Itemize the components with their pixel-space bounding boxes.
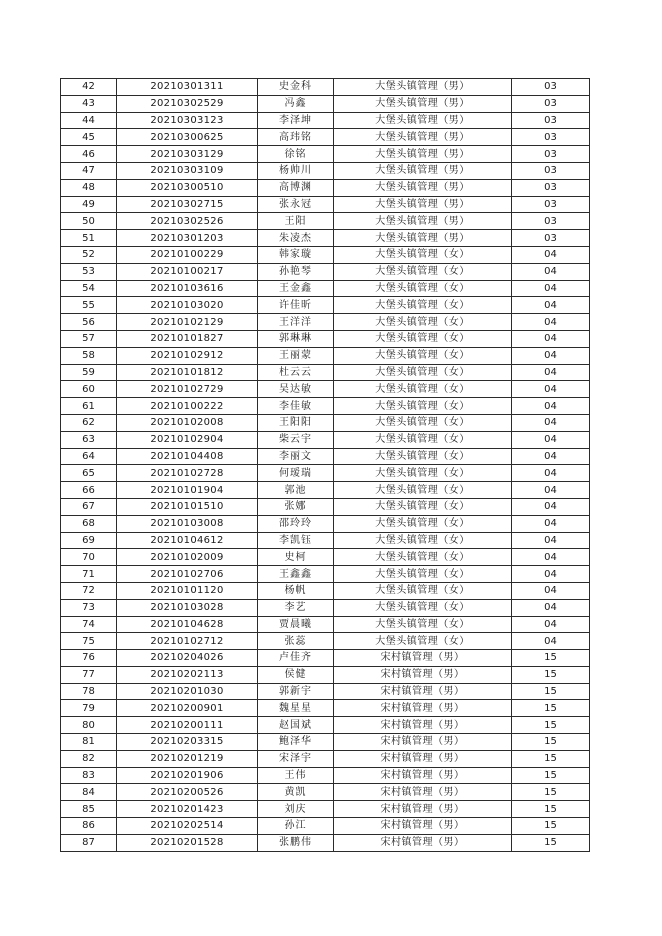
position-cell: 大堡头镇管理（女） xyxy=(334,633,512,650)
row-number-cell: 74 xyxy=(61,616,117,633)
exam-id-cell: 20210103008 xyxy=(117,515,258,532)
position-code-cell: 04 xyxy=(512,482,590,499)
name-cell: 李丽文 xyxy=(258,448,334,465)
exam-id-cell: 20210102904 xyxy=(117,431,258,448)
row-number-cell: 51 xyxy=(61,230,117,247)
exam-id-cell: 20210201423 xyxy=(117,801,258,818)
exam-id-cell: 20210200526 xyxy=(117,784,258,801)
position-code-cell: 15 xyxy=(512,801,590,818)
table-row xyxy=(61,297,590,314)
table-row xyxy=(61,431,590,448)
position-cell: 大堡头镇管理（女） xyxy=(334,582,512,599)
position-code-cell: 03 xyxy=(512,162,590,179)
position-code-cell: 15 xyxy=(512,734,590,751)
name-cell: 孙江 xyxy=(258,818,334,835)
exam-id-cell: 20210101904 xyxy=(117,482,258,499)
table-row xyxy=(61,532,590,549)
position-cell: 大堡头镇管理（男） xyxy=(334,129,512,146)
position-cell: 宋村镇管理（男） xyxy=(334,784,512,801)
exam-id-cell: 20210201906 xyxy=(117,767,258,784)
name-cell: 卢佳齐 xyxy=(258,650,334,667)
table-row xyxy=(61,801,590,818)
table-row xyxy=(61,566,590,583)
position-cell: 大堡头镇管理（男） xyxy=(334,79,512,96)
table-row xyxy=(61,599,590,616)
position-cell: 大堡头镇管理（男） xyxy=(334,230,512,247)
name-cell: 柴云宇 xyxy=(258,431,334,448)
position-code-cell: 04 xyxy=(512,330,590,347)
table-row xyxy=(61,112,590,129)
exam-id-cell: 20210104408 xyxy=(117,448,258,465)
row-number-cell: 64 xyxy=(61,448,117,465)
table-row xyxy=(61,280,590,297)
position-code-cell: 04 xyxy=(512,314,590,331)
table-row xyxy=(61,196,590,213)
name-cell: 张永冠 xyxy=(258,196,334,213)
position-code-cell: 15 xyxy=(512,784,590,801)
row-number-cell: 63 xyxy=(61,431,117,448)
table-row xyxy=(61,213,590,230)
exam-id-cell: 20210303109 xyxy=(117,162,258,179)
position-cell: 宋村镇管理（男） xyxy=(334,801,512,818)
row-number-cell: 82 xyxy=(61,750,117,767)
table-row xyxy=(61,767,590,784)
position-code-cell: 04 xyxy=(512,582,590,599)
position-code-cell: 04 xyxy=(512,246,590,263)
exam-id-cell: 20210203315 xyxy=(117,734,258,751)
position-cell: 宋村镇管理（男） xyxy=(334,750,512,767)
position-cell: 大堡头镇管理（女） xyxy=(334,364,512,381)
table-row xyxy=(61,364,590,381)
position-cell: 大堡头镇管理（女） xyxy=(334,263,512,280)
row-number-cell: 70 xyxy=(61,549,117,566)
position-code-cell: 04 xyxy=(512,263,590,280)
table-row xyxy=(61,179,590,196)
position-cell: 大堡头镇管理（女） xyxy=(334,414,512,431)
exam-id-cell: 20210102008 xyxy=(117,414,258,431)
exam-id-cell: 20210103616 xyxy=(117,280,258,297)
row-number-cell: 77 xyxy=(61,666,117,683)
row-number-cell: 52 xyxy=(61,246,117,263)
position-cell: 宋村镇管理（男） xyxy=(334,717,512,734)
position-code-cell: 15 xyxy=(512,683,590,700)
position-code-cell: 04 xyxy=(512,633,590,650)
exam-id-cell: 20210102728 xyxy=(117,465,258,482)
position-cell: 大堡头镇管理（女） xyxy=(334,532,512,549)
table-row xyxy=(61,650,590,667)
position-cell: 大堡头镇管理（女） xyxy=(334,314,512,331)
exam-id-cell: 20210101120 xyxy=(117,582,258,599)
row-number-cell: 76 xyxy=(61,650,117,667)
exam-id-cell: 20210200111 xyxy=(117,717,258,734)
name-cell: 杜云云 xyxy=(258,364,334,381)
row-number-cell: 80 xyxy=(61,717,117,734)
position-cell: 大堡头镇管理（男） xyxy=(334,162,512,179)
position-cell: 宋村镇管理（男） xyxy=(334,666,512,683)
exam-id-cell: 20210303123 xyxy=(117,112,258,129)
position-code-cell: 15 xyxy=(512,750,590,767)
name-cell: 何瑷瑞 xyxy=(258,465,334,482)
row-number-cell: 60 xyxy=(61,381,117,398)
position-code-cell: 03 xyxy=(512,230,590,247)
table-row xyxy=(61,498,590,515)
row-number-cell: 59 xyxy=(61,364,117,381)
name-cell: 韩家璇 xyxy=(258,246,334,263)
table-row xyxy=(61,230,590,247)
name-cell: 王伟 xyxy=(258,767,334,784)
exam-id-cell: 20210302526 xyxy=(117,213,258,230)
row-number-cell: 50 xyxy=(61,213,117,230)
name-cell: 杨帅川 xyxy=(258,162,334,179)
name-cell: 郭新宇 xyxy=(258,683,334,700)
position-code-cell: 04 xyxy=(512,616,590,633)
table-row xyxy=(61,79,590,96)
table-row xyxy=(61,347,590,364)
row-number-cell: 57 xyxy=(61,330,117,347)
position-cell: 宋村镇管理（男） xyxy=(334,700,512,717)
name-cell: 宋泽宇 xyxy=(258,750,334,767)
row-number-cell: 79 xyxy=(61,700,117,717)
row-number-cell: 53 xyxy=(61,263,117,280)
position-code-cell: 04 xyxy=(512,414,590,431)
row-number-cell: 81 xyxy=(61,734,117,751)
row-number-cell: 84 xyxy=(61,784,117,801)
row-number-cell: 45 xyxy=(61,129,117,146)
table-row xyxy=(61,314,590,331)
row-number-cell: 69 xyxy=(61,532,117,549)
row-number-cell: 58 xyxy=(61,347,117,364)
name-cell: 鲍泽华 xyxy=(258,734,334,751)
name-cell: 黄凯 xyxy=(258,784,334,801)
exam-id-cell: 20210100229 xyxy=(117,246,258,263)
name-cell: 魏星星 xyxy=(258,700,334,717)
position-cell: 大堡头镇管理（女） xyxy=(334,381,512,398)
row-number-cell: 54 xyxy=(61,280,117,297)
row-number-cell: 86 xyxy=(61,818,117,835)
position-cell: 大堡头镇管理（女） xyxy=(334,246,512,263)
position-code-cell: 04 xyxy=(512,347,590,364)
row-number-cell: 71 xyxy=(61,566,117,583)
row-number-cell: 48 xyxy=(61,179,117,196)
row-number-cell: 83 xyxy=(61,767,117,784)
table-row xyxy=(61,784,590,801)
name-cell: 王阳 xyxy=(258,213,334,230)
name-cell: 刘庆 xyxy=(258,801,334,818)
position-cell: 宋村镇管理（男） xyxy=(334,818,512,835)
position-code-cell: 04 xyxy=(512,448,590,465)
table-row xyxy=(61,818,590,835)
table-row xyxy=(61,549,590,566)
position-code-cell: 04 xyxy=(512,381,590,398)
table-row xyxy=(61,129,590,146)
exam-id-cell: 20210102129 xyxy=(117,314,258,331)
row-number-cell: 68 xyxy=(61,515,117,532)
exam-id-cell: 20210102009 xyxy=(117,549,258,566)
name-cell: 许佳昕 xyxy=(258,297,334,314)
row-number-cell: 55 xyxy=(61,297,117,314)
position-cell: 大堡头镇管理（女） xyxy=(334,398,512,415)
position-cell: 大堡头镇管理（男） xyxy=(334,112,512,129)
row-number-cell: 67 xyxy=(61,498,117,515)
position-code-cell: 04 xyxy=(512,297,590,314)
table-row xyxy=(61,666,590,683)
table-row xyxy=(61,700,590,717)
name-cell: 郭琳琳 xyxy=(258,330,334,347)
name-cell: 高博渊 xyxy=(258,179,334,196)
position-code-cell: 03 xyxy=(512,179,590,196)
exam-id-cell: 20210104628 xyxy=(117,616,258,633)
name-cell: 吴达敏 xyxy=(258,381,334,398)
position-cell: 大堡头镇管理（男） xyxy=(334,146,512,163)
exam-id-cell: 20210102706 xyxy=(117,566,258,583)
position-cell: 大堡头镇管理（女） xyxy=(334,566,512,583)
name-cell: 邵玲玲 xyxy=(258,515,334,532)
exam-id-cell: 20210300625 xyxy=(117,129,258,146)
exam-id-cell: 20210302715 xyxy=(117,196,258,213)
row-number-cell: 43 xyxy=(61,95,117,112)
candidate-table xyxy=(60,78,590,852)
table-row xyxy=(61,398,590,415)
position-cell: 宋村镇管理（男） xyxy=(334,650,512,667)
table-row xyxy=(61,717,590,734)
exam-id-cell: 20210201219 xyxy=(117,750,258,767)
name-cell: 王鑫鑫 xyxy=(258,566,334,583)
exam-id-cell: 20210102712 xyxy=(117,633,258,650)
position-code-cell: 04 xyxy=(512,431,590,448)
row-number-cell: 47 xyxy=(61,162,117,179)
table-row xyxy=(61,515,590,532)
exam-id-cell: 20210103020 xyxy=(117,297,258,314)
row-number-cell: 66 xyxy=(61,482,117,499)
exam-id-cell: 20210200901 xyxy=(117,700,258,717)
exam-id-cell: 20210101510 xyxy=(117,498,258,515)
exam-id-cell: 20210102729 xyxy=(117,381,258,398)
name-cell: 冯鑫 xyxy=(258,95,334,112)
exam-id-cell: 20210302529 xyxy=(117,95,258,112)
table-row xyxy=(61,482,590,499)
exam-id-cell: 20210204026 xyxy=(117,650,258,667)
name-cell: 王丽蒙 xyxy=(258,347,334,364)
name-cell: 王阳阳 xyxy=(258,414,334,431)
exam-id-cell: 20210301203 xyxy=(117,230,258,247)
position-cell: 大堡头镇管理（女） xyxy=(334,297,512,314)
row-number-cell: 49 xyxy=(61,196,117,213)
name-cell: 史柯 xyxy=(258,549,334,566)
name-cell: 郭池 xyxy=(258,482,334,499)
name-cell: 朱凌杰 xyxy=(258,230,334,247)
position-code-cell: 04 xyxy=(512,280,590,297)
table-row xyxy=(61,834,590,851)
position-code-cell: 15 xyxy=(512,834,590,851)
position-code-cell: 04 xyxy=(512,549,590,566)
exam-id-cell: 20210202113 xyxy=(117,666,258,683)
position-cell: 大堡头镇管理（女） xyxy=(334,549,512,566)
row-number-cell: 87 xyxy=(61,834,117,851)
name-cell: 孙艳琴 xyxy=(258,263,334,280)
name-cell: 贾晨曦 xyxy=(258,616,334,633)
position-cell: 大堡头镇管理（女） xyxy=(334,448,512,465)
exam-id-cell: 20210102912 xyxy=(117,347,258,364)
row-number-cell: 62 xyxy=(61,414,117,431)
row-number-cell: 61 xyxy=(61,398,117,415)
position-code-cell: 03 xyxy=(512,112,590,129)
row-number-cell: 65 xyxy=(61,465,117,482)
exam-id-cell: 20210101812 xyxy=(117,364,258,381)
name-cell: 李泽坤 xyxy=(258,112,334,129)
name-cell: 李凯钰 xyxy=(258,532,334,549)
position-cell: 宋村镇管理（男） xyxy=(334,767,512,784)
position-code-cell: 15 xyxy=(512,650,590,667)
table-row xyxy=(61,263,590,280)
exam-id-cell: 20210300510 xyxy=(117,179,258,196)
position-code-cell: 03 xyxy=(512,79,590,96)
row-number-cell: 44 xyxy=(61,112,117,129)
exam-id-cell: 20210301311 xyxy=(117,79,258,96)
position-cell: 宋村镇管理（男） xyxy=(334,683,512,700)
position-cell: 宋村镇管理（男） xyxy=(334,734,512,751)
position-cell: 大堡头镇管理（女） xyxy=(334,280,512,297)
table-row xyxy=(61,95,590,112)
table-row xyxy=(61,633,590,650)
position-cell: 大堡头镇管理（女） xyxy=(334,330,512,347)
table-row xyxy=(61,162,590,179)
position-cell: 大堡头镇管理（女） xyxy=(334,465,512,482)
exam-id-cell: 20210101827 xyxy=(117,330,258,347)
name-cell: 张娜 xyxy=(258,498,334,515)
position-code-cell: 15 xyxy=(512,818,590,835)
position-code-cell: 15 xyxy=(512,666,590,683)
row-number-cell: 78 xyxy=(61,683,117,700)
position-cell: 宋村镇管理（男） xyxy=(334,834,512,851)
position-cell: 大堡头镇管理（女） xyxy=(334,599,512,616)
name-cell: 张蕊 xyxy=(258,633,334,650)
table-body xyxy=(61,79,590,852)
position-cell: 大堡头镇管理（男） xyxy=(334,179,512,196)
exam-id-cell: 20210303129 xyxy=(117,146,258,163)
position-cell: 大堡头镇管理（女） xyxy=(334,482,512,499)
name-cell: 杨帆 xyxy=(258,582,334,599)
position-code-cell: 03 xyxy=(512,213,590,230)
table-row xyxy=(61,616,590,633)
name-cell: 张鹏伟 xyxy=(258,834,334,851)
table-row xyxy=(61,330,590,347)
table-row xyxy=(61,734,590,751)
position-cell: 大堡头镇管理（女） xyxy=(334,616,512,633)
row-number-cell: 56 xyxy=(61,314,117,331)
table-row xyxy=(61,683,590,700)
table-row xyxy=(61,465,590,482)
table-row xyxy=(61,246,590,263)
row-number-cell: 72 xyxy=(61,582,117,599)
exam-id-cell: 20210100217 xyxy=(117,263,258,280)
position-cell: 大堡头镇管理（女） xyxy=(334,515,512,532)
position-code-cell: 15 xyxy=(512,700,590,717)
table-row xyxy=(61,582,590,599)
table-row xyxy=(61,381,590,398)
position-code-cell: 04 xyxy=(512,566,590,583)
row-number-cell: 85 xyxy=(61,801,117,818)
exam-id-cell: 20210202514 xyxy=(117,818,258,835)
table-row xyxy=(61,146,590,163)
table-row xyxy=(61,750,590,767)
position-cell: 大堡头镇管理（女） xyxy=(334,498,512,515)
name-cell: 史金科 xyxy=(258,79,334,96)
position-code-cell: 04 xyxy=(512,398,590,415)
position-cell: 大堡头镇管理（男） xyxy=(334,213,512,230)
name-cell: 高玮铭 xyxy=(258,129,334,146)
name-cell: 侯健 xyxy=(258,666,334,683)
row-number-cell: 46 xyxy=(61,146,117,163)
position-cell: 大堡头镇管理（女） xyxy=(334,347,512,364)
name-cell: 徐铭 xyxy=(258,146,334,163)
name-cell: 王洋洋 xyxy=(258,314,334,331)
row-number-cell: 73 xyxy=(61,599,117,616)
exam-id-cell: 20210100222 xyxy=(117,398,258,415)
position-cell: 大堡头镇管理（男） xyxy=(334,196,512,213)
table-row xyxy=(61,448,590,465)
position-code-cell: 03 xyxy=(512,146,590,163)
position-code-cell: 04 xyxy=(512,515,590,532)
position-code-cell: 03 xyxy=(512,95,590,112)
position-cell: 大堡头镇管理（女） xyxy=(334,431,512,448)
exam-id-cell: 20210103028 xyxy=(117,599,258,616)
name-cell: 李艺 xyxy=(258,599,334,616)
position-cell: 大堡头镇管理（男） xyxy=(334,95,512,112)
name-cell: 李佳敏 xyxy=(258,398,334,415)
name-cell: 王金鑫 xyxy=(258,280,334,297)
name-cell: 赵国斌 xyxy=(258,717,334,734)
position-code-cell: 03 xyxy=(512,196,590,213)
position-code-cell: 03 xyxy=(512,129,590,146)
exam-id-cell: 20210201528 xyxy=(117,834,258,851)
position-code-cell: 15 xyxy=(512,717,590,734)
position-code-cell: 04 xyxy=(512,532,590,549)
position-code-cell: 04 xyxy=(512,599,590,616)
exam-id-cell: 20210201030 xyxy=(117,683,258,700)
position-code-cell: 04 xyxy=(512,465,590,482)
table-row xyxy=(61,414,590,431)
position-code-cell: 15 xyxy=(512,767,590,784)
row-number-cell: 42 xyxy=(61,79,117,96)
exam-id-cell: 20210104612 xyxy=(117,532,258,549)
position-code-cell: 04 xyxy=(512,498,590,515)
row-number-cell: 75 xyxy=(61,633,117,650)
position-code-cell: 04 xyxy=(512,364,590,381)
